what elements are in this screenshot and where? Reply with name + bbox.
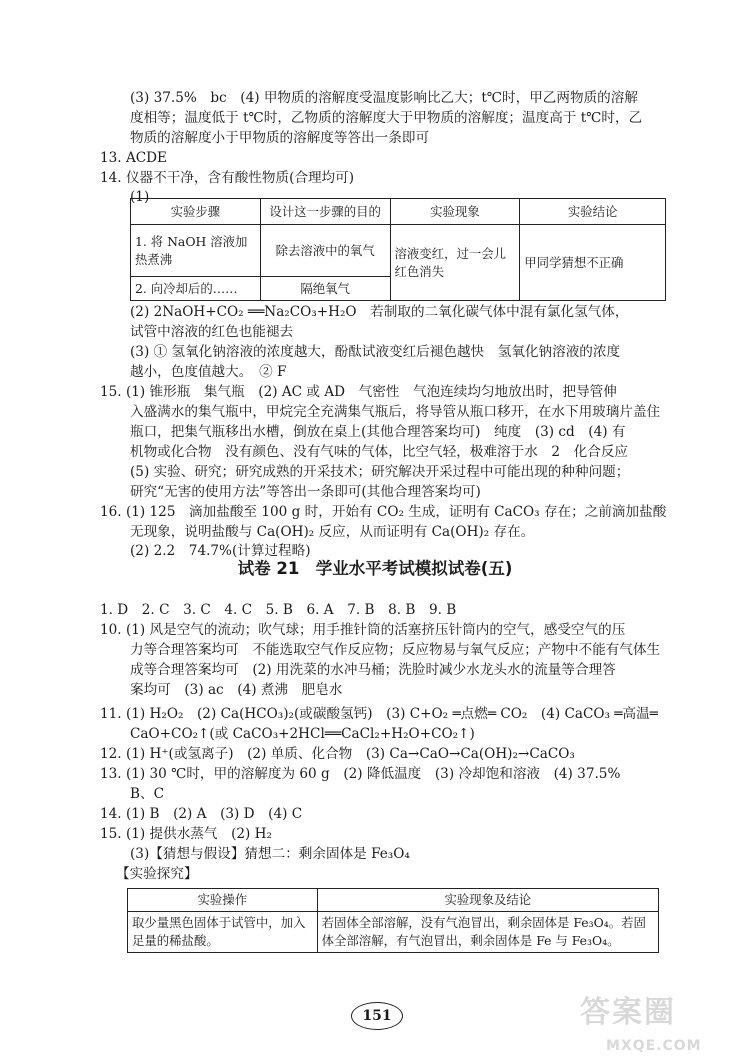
answer-line: 16. (1) 125 滴加盐酸至 100 g 时，开始有 CO₂ 生成，证明有 CaCO₃ 存在；之前滴加盐酸	[100, 504, 667, 520]
answer-line: 瓶口，把集气瓶移出水槽，倒放在桌上(其他合理答案均可) 纯度 (3) cd (4) 有	[130, 424, 626, 440]
answer-line: 度相等；温度低于 t℃时，乙物质的溶解度大于甲物质的溶解度；温度高于 t℃时，乙	[130, 110, 643, 126]
answer-line: 12. (1) H⁺(或氢离子) (2) 单质、化合物 (3) Ca→CaO→Ca(OH)₂→CaCO₃	[100, 746, 575, 762]
table-cell: 若固体全部溶解，没有气泡冒出，剩余固体是 Fe₃O₄。若固体全部溶解，有气泡冒出，剩余固体是 Fe 与 Fe₃O₄。	[317, 912, 658, 953]
table-header: 实验现象及结论	[317, 889, 658, 912]
table-header: 实验结论	[520, 199, 666, 225]
answer-line: 力等合理答案均可 不能选取空气作反应物；反应物易与氧气反应；产物中不能有气体生	[130, 642, 661, 658]
table-header: 实验现象	[390, 199, 520, 225]
experiment-table-1	[130, 198, 666, 301]
table-header: 实验操作	[128, 889, 318, 912]
table-cell: 取少量黑色固体于试管中，加入足量的稀盐酸。	[128, 912, 318, 953]
experiment-table-2	[127, 888, 659, 953]
answer-line: 无现象，说明盐酸与 Ca(OH)₂ 反应，从而证明有 Ca(OH)₂ 存在。	[130, 524, 535, 540]
answer-line: (3) ① 氢氧化钠溶液的浓度越大，酚酞试液变红后褪色越快 氢氧化钠溶液的浓度	[130, 344, 621, 360]
table-header: 设计这一步骤的目的	[260, 199, 390, 225]
answer-line: 案均可 (3) ac (4) 煮沸 肥皂水	[130, 682, 343, 698]
watermark-url: MXQE.COM	[606, 1038, 702, 1054]
answer-line: 试管中溶液的红色也能褪去	[130, 324, 294, 340]
answer-line: 14. (1) B (2) A (3) D (4) C	[100, 806, 303, 822]
answer-line: (5) 实验、研究；研究成熟的开采技术；研究解决开采过程中可能出现的种种问题；	[130, 464, 630, 480]
answer-line: 物质的溶解度小于甲物质的溶解度等答出一条即可	[130, 130, 430, 146]
watermark-logo	[580, 995, 740, 1054]
answer-line: CaO+CO₂↑(或 CaCO₃+2HCl══CaCl₂+H₂O+CO₂↑)	[130, 726, 475, 742]
table-cell: 隔绝氧气	[260, 277, 390, 301]
answer-line: (2) 2NaOH+CO₂ ══Na₂CO₃+H₂O 若制取的二氧化碳气体中混有氯化氢气体，	[130, 304, 629, 320]
answer-line: (3)【猜想与假设】猜想二：剩余固体是 Fe₃O₄	[130, 846, 410, 862]
table-cell: 2. 向冷却后的……	[131, 277, 261, 301]
answer-line: 越小，色度值越大。 ② F	[130, 364, 287, 380]
answer-line: 15. (1) 锥形瓶 集气瓶 (2) AC 或 AD 气密性 气泡连续均匀地放出时，把导管伸	[100, 384, 617, 400]
table-cell: 甲同学猜想不正确	[520, 225, 666, 301]
table-cell: 除去溶液中的氧气	[260, 225, 390, 277]
answer-line: 机物或化合物 没有颜色、没有气味的气体，比空气轻，极难溶于水 2 化合反应	[130, 444, 629, 460]
table-cell: 溶液变红，过一会儿红色消失	[390, 225, 520, 301]
answer-line: 10. (1) 风是空气的流动；吹气球；用手推针筒的活塞挤压针筒内的空气，感受空气的压	[100, 622, 626, 638]
page-number: 151	[351, 1002, 403, 1030]
answer-line: B、C	[130, 786, 164, 802]
section-title: 试卷 21 学业水平考试模拟试卷(五)	[237, 559, 513, 578]
table-cell: 1. 将 NaOH 溶液加热煮沸	[131, 225, 261, 277]
answer-line: 14. 仪器不干净，含有酸性物质(合理均可)	[100, 170, 355, 186]
answer-line: 成等合理答案均可 (2) 用洗菜的水冲马桶；洗脸时减少水龙头水的流量等合理答	[130, 662, 616, 678]
answer-line: 研究“无害的使用方法”等答出一条即可(其他合理答案均可)	[130, 484, 481, 500]
answer-line: (1)	[130, 189, 150, 205]
answer-line: (2) 2.2 74.7%(计算过程略)	[130, 543, 311, 559]
answer-line: 13. (1) 30 ℃时，甲的溶解度为 60 g (2) 降低温度 (3) 冷却饱和溶液 (4) 37.5%	[100, 766, 621, 782]
answer-line: 【实验探究】	[116, 866, 198, 882]
answer-line: 13. ACDE	[100, 150, 167, 166]
answer-line: 11. (1) H₂O₂ (2) Ca(HCO₃)₂(或碳酸氢钙) (3) C+O₂ ═点燃═ CO₂ (4) CaCO₃ ═高温═	[100, 706, 658, 722]
answer-line: 15. (1) 提供水蒸气 (2) H₂	[100, 826, 272, 842]
answer-line: (3) 37.5% bc (4) 甲物质的溶解度受温度影响比乙大；t℃时，甲乙两物质的溶解	[130, 90, 638, 106]
answer-line: 1. D 2. C 3. C 4. C 5. B 6. A 7. B 8. B 9. B	[100, 602, 457, 618]
watermark-text: 答案圈	[580, 995, 676, 1030]
answer-line: 入盛满水的集气瓶中，甲烷完全充满集气瓶后，将导管从瓶口移开，在水下用玻璃片盖住	[130, 404, 661, 420]
table-header: 实验步骤	[131, 199, 261, 225]
